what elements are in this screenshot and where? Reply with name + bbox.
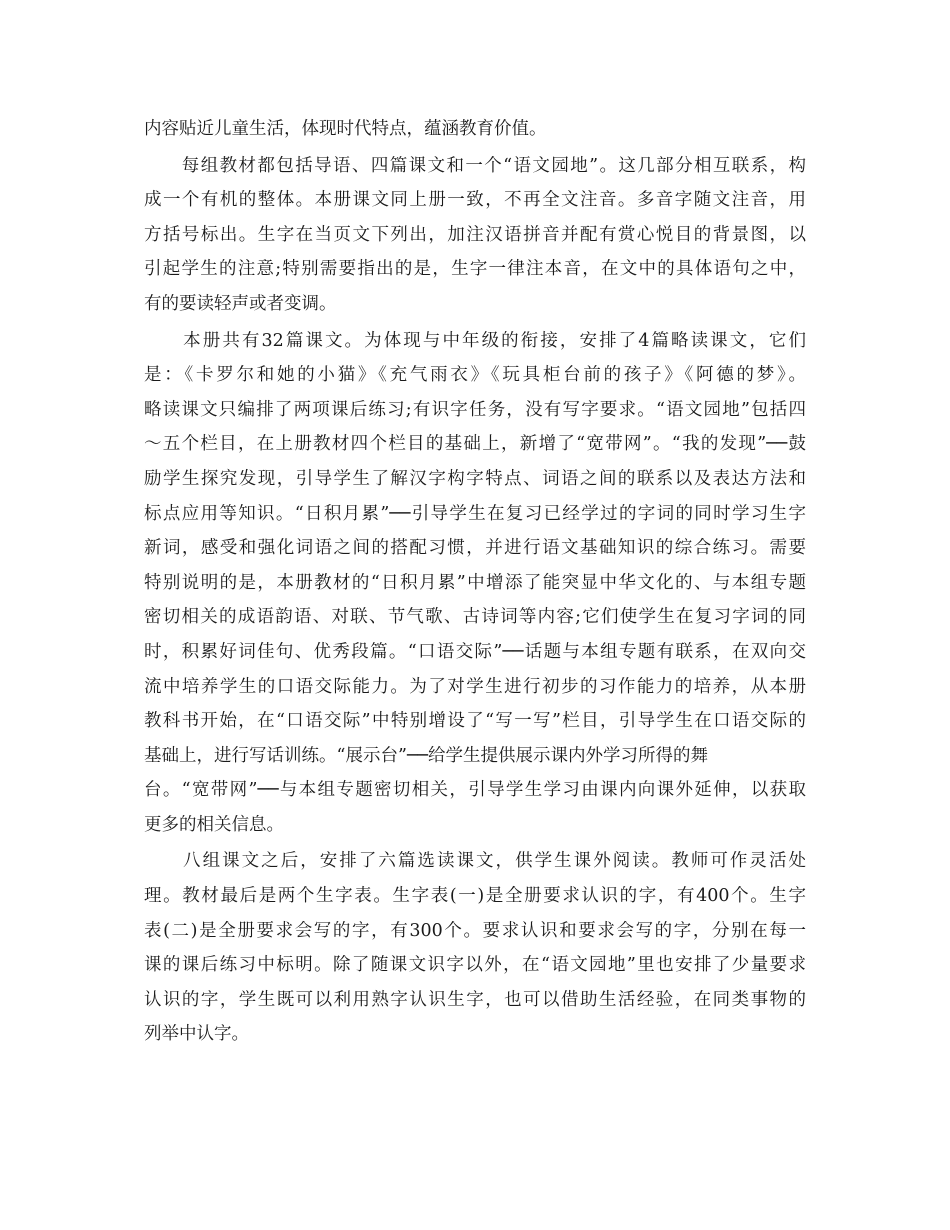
text-line: 基础上，进行写话训练。“展示台”──给学生提供展示课内外学习所得的舞: [144, 745, 708, 766]
text-line: 时，积累好词佳句、优秀段篇。“口语交际”──话题与本组专题有联系，在双向交: [144, 641, 806, 662]
text-line: 有的要读轻声或者变调。: [144, 293, 337, 314]
text-line: 每组教材都包括导语、四篇课文和一个“语文园地”。这几部分相互联系，构: [144, 155, 806, 176]
text-line: 标点应用等知识。“日积月累”──引导学生在复习已经学过的字词的同时学习生字: [144, 503, 806, 524]
text-line: 密切相关的成语韵语、对联、节气歌、古诗词等内容;它们使学生在复习字词的同: [144, 607, 806, 628]
text-line: 成一个有机的整体。本册课文同上册一致，不再全文注音。多音字随文注音，用: [144, 190, 806, 211]
text-line: ～五个栏目，在上册教材四个栏目的基础上，新增了“宽带网”。“我的发现”──鼓: [144, 434, 806, 455]
text-line: 台。“宽带网”──与本组专题密切相关，引导学生学习由课内向课外延伸，以获取: [144, 780, 806, 801]
text-line: 流中培养学生的口语交际能力。为了对学生进行初步的习作能力的培养，从本册: [144, 676, 806, 697]
text-line: 八组课文之后，安排了六篇选读课文，供学生课外阅读。教师可作灵活处: [144, 851, 806, 872]
text-line: 认识的字，学生既可以利用熟字认识生字，也可以借助生活经验，在同类事物的: [144, 989, 806, 1010]
text-line: 表(二)是全册要求会写的字，有300个。要求认识和要求会写的字，分别在每一: [144, 920, 806, 941]
text-line: 理。教材最后是两个生字表。生字表(一)是全册要求认识的字，有400个。生字: [144, 886, 806, 907]
text-line: 新词，感受和强化词语之间的搭配习惯，并进行语文基础知识的综合练习。需要: [144, 538, 806, 559]
paragraph: [144, 844, 806, 1052]
text-line: 更多的相关信息。: [144, 814, 284, 835]
document-body: [144, 112, 806, 1052]
text-line: 列举中认字。: [144, 1024, 249, 1045]
text-line: 略读课文只编排了两项课后练习;有识字任务，没有写字要求。“语文园地”包括四: [144, 399, 806, 420]
text-line: 课的课后练习中标明。除了随课文识字以外，在“语文园地”里也安排了少量要求: [144, 955, 806, 976]
paragraph: [144, 112, 806, 147]
text-line: 特别说明的是，本册教材的“日积月累”中增添了能突显中华文化的、与本组专题: [144, 572, 806, 593]
paragraph: [144, 149, 806, 322]
text-line: 励学生探究发现，引导学生了解汉字构字特点、词语之间的联系以及表达方法和: [144, 468, 806, 489]
text-line: 教科书开始，在“口语交际”中特别增设了“写一写”栏目，引导学生在口语交际的: [144, 711, 806, 732]
text-line: 本册共有32篇课文。为体现与中年级的衔接，安排了4篇略读课文，它们: [144, 330, 806, 351]
text-line: 方括号标出。生字在当页文下列出，加注汉语拼音并配有赏心悦目的背景图，以: [144, 224, 806, 245]
text-line: 内容贴近儿童生活，体现时代特点，蕴涵教育价值。: [144, 119, 547, 139]
paragraph: [144, 324, 806, 843]
text-line: 是：《卡罗尔和她的小猫》《充气雨衣》《玩具柜台前的孩子》《阿德的梦》。: [144, 365, 806, 386]
text-line: 引起学生的注意;特别需要指出的是，生字一律注本音，在文中的具体语句之中，: [144, 259, 806, 280]
